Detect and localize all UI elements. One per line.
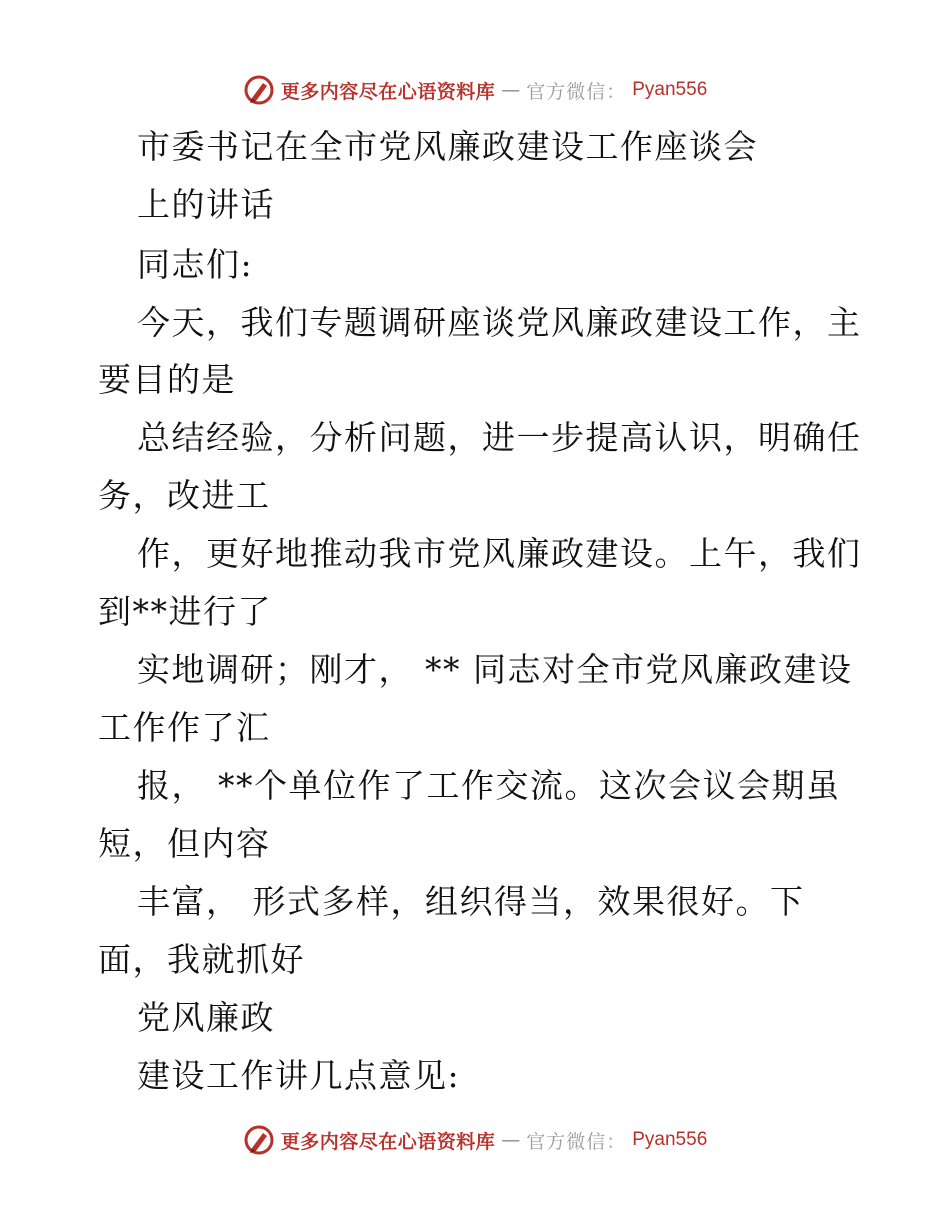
body-line: 总结经验，分析问题，进一步提高认识，明确任 [137,418,862,457]
document-title-line-1: 市委书记在全市党风廉政建设工作座谈会 [137,127,758,166]
body-line: 短，但内容 [98,824,271,863]
watermark-wechat-id: Pyan556 [632,1129,708,1150]
watermark-dash: — [501,1129,521,1151]
body-line: 建设工作讲几点意见: [137,1056,461,1095]
watermark-dash: — [501,79,521,101]
header-watermark [0,70,950,110]
body-line: 丰富， 形式多样，组织得当，效果很好。下 [137,882,805,921]
body-line: 作，更好地推动我市党风廉政建设。上午，我们 [137,534,862,573]
watermark-wechat-label: 官方微信： [526,80,627,103]
pen-logo-icon [243,74,275,106]
body-line: 要目的是 [98,360,236,399]
body-line: 面，我就抓好 [98,940,305,979]
body-line: 实地调研；刚才， ** 同志对全市党风廉政建设 [137,650,853,689]
footer-watermark [0,1120,950,1160]
salutation: 同志们: [137,245,254,284]
body-line: 党风廉政 [137,998,275,1037]
pen-logo-icon [243,1124,275,1156]
body-line: 工作作了汇 [98,708,271,747]
document-title-line-2: 上的讲话 [137,185,275,224]
watermark-main-text: 更多内容尽在心语资料库 [280,80,496,103]
body-line: 今天，我们专题调研座谈党风廉政建设工作，主 [137,303,862,342]
watermark-wechat-id: Pyan556 [632,79,708,100]
body-line: 报， **个单位作了工作交流。这次会议会期虽 [137,766,841,805]
watermark-wechat-label: 官方微信： [526,1130,627,1153]
watermark-main-text: 更多内容尽在心语资料库 [280,1130,496,1153]
body-line: 务，改进工 [98,476,271,515]
body-line: 到**进行了 [98,592,272,631]
